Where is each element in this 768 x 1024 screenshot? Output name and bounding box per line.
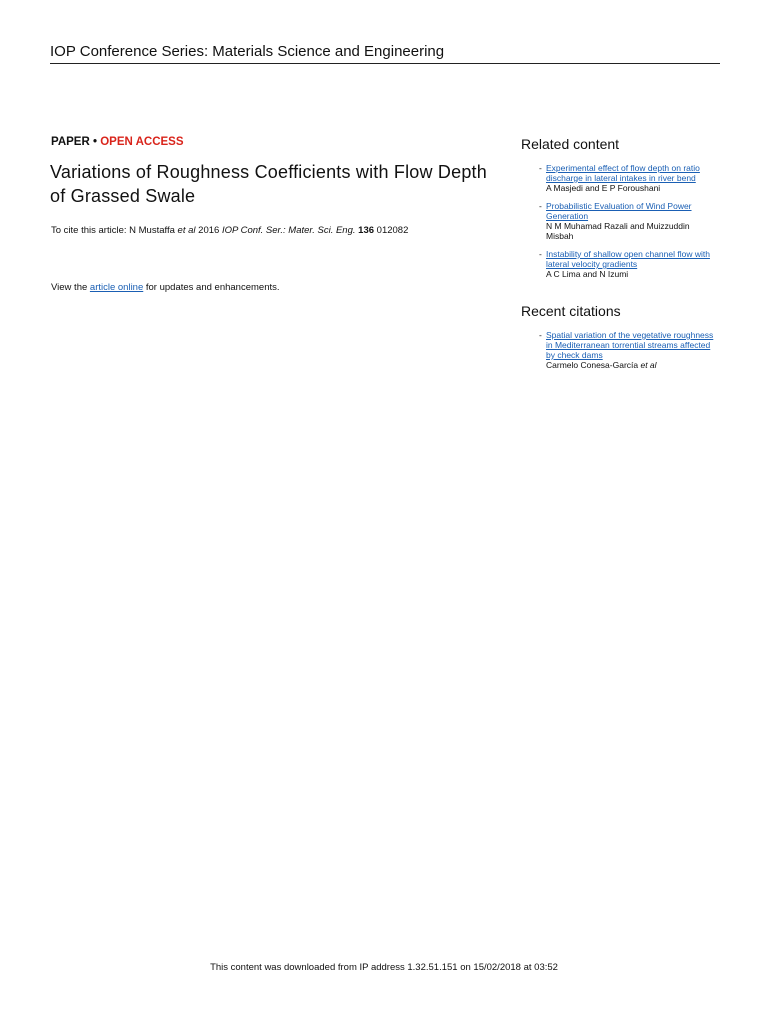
related-item-link[interactable]: Instability of shallow open channel flow with lateral velocity gradients xyxy=(546,249,710,269)
view-prefix: View the xyxy=(51,282,90,293)
related-item-authors: A Masjedi and E P Foroushani xyxy=(546,183,661,193)
cite-journal: IOP Conf. Ser.: Mater. Sci. Eng. xyxy=(221,225,356,236)
list-dash: - xyxy=(539,163,542,173)
view-online-line xyxy=(51,282,280,293)
cite-volume: 136 xyxy=(358,225,375,236)
article-title: Variations of Roughness Coefficients with Flow Depth of Grassed Swale xyxy=(50,162,487,206)
cite-article-number: 012082 xyxy=(374,225,409,236)
citation-author: Carmelo Conesa-García xyxy=(546,360,641,370)
recent-citations-heading: Recent citations xyxy=(521,303,621,319)
download-footer: This content was downloaded from IP address 1.32.51.151 on 15/02/2018 at 03:52 xyxy=(210,962,558,973)
citation-item xyxy=(539,330,714,370)
citation-author-etal: et al xyxy=(640,360,657,370)
list-dash: - xyxy=(539,201,542,211)
cite-etal: et al xyxy=(177,225,196,236)
related-item-link[interactable]: Experimental effect of flow depth on ratio discharge in lateral intakes in river bend xyxy=(546,163,700,183)
related-item-link[interactable]: Probabilistic Evaluation of Wind Power Generation xyxy=(546,201,692,221)
open-access-label: OPEN ACCESS xyxy=(100,136,184,148)
paper-tag xyxy=(51,136,184,148)
cite-prefix: To cite this article: N Mustaffa xyxy=(51,225,178,236)
citation-line xyxy=(51,225,408,236)
article-online-link[interactable]: article online xyxy=(89,282,144,293)
citation-item-authors xyxy=(546,360,714,370)
related-item-authors: A C Lima and N Izumi xyxy=(546,269,629,279)
recent-citations-list xyxy=(539,330,714,378)
journal-header: IOP Conference Series: Materials Science and Engineering xyxy=(50,43,720,64)
cite-year: 2016 xyxy=(195,225,222,236)
view-suffix: for updates and enhancements. xyxy=(143,282,280,293)
list-dash: - xyxy=(539,330,542,340)
related-content-heading: Related content xyxy=(521,136,620,152)
paper-label: PAPER xyxy=(51,136,90,148)
related-item xyxy=(539,249,714,279)
citation-item-link[interactable]: Spatial variation of the vegetative roughness in Mediterranean torrential streams affected by check dams xyxy=(546,330,714,360)
list-dash: - xyxy=(539,249,542,259)
related-item-authors: N M Muhamad Razali and Muizzuddin Misbah xyxy=(546,221,690,241)
related-item xyxy=(539,163,714,193)
tag-separator: • xyxy=(92,136,98,148)
related-content-list xyxy=(539,163,714,287)
related-item xyxy=(539,201,714,241)
